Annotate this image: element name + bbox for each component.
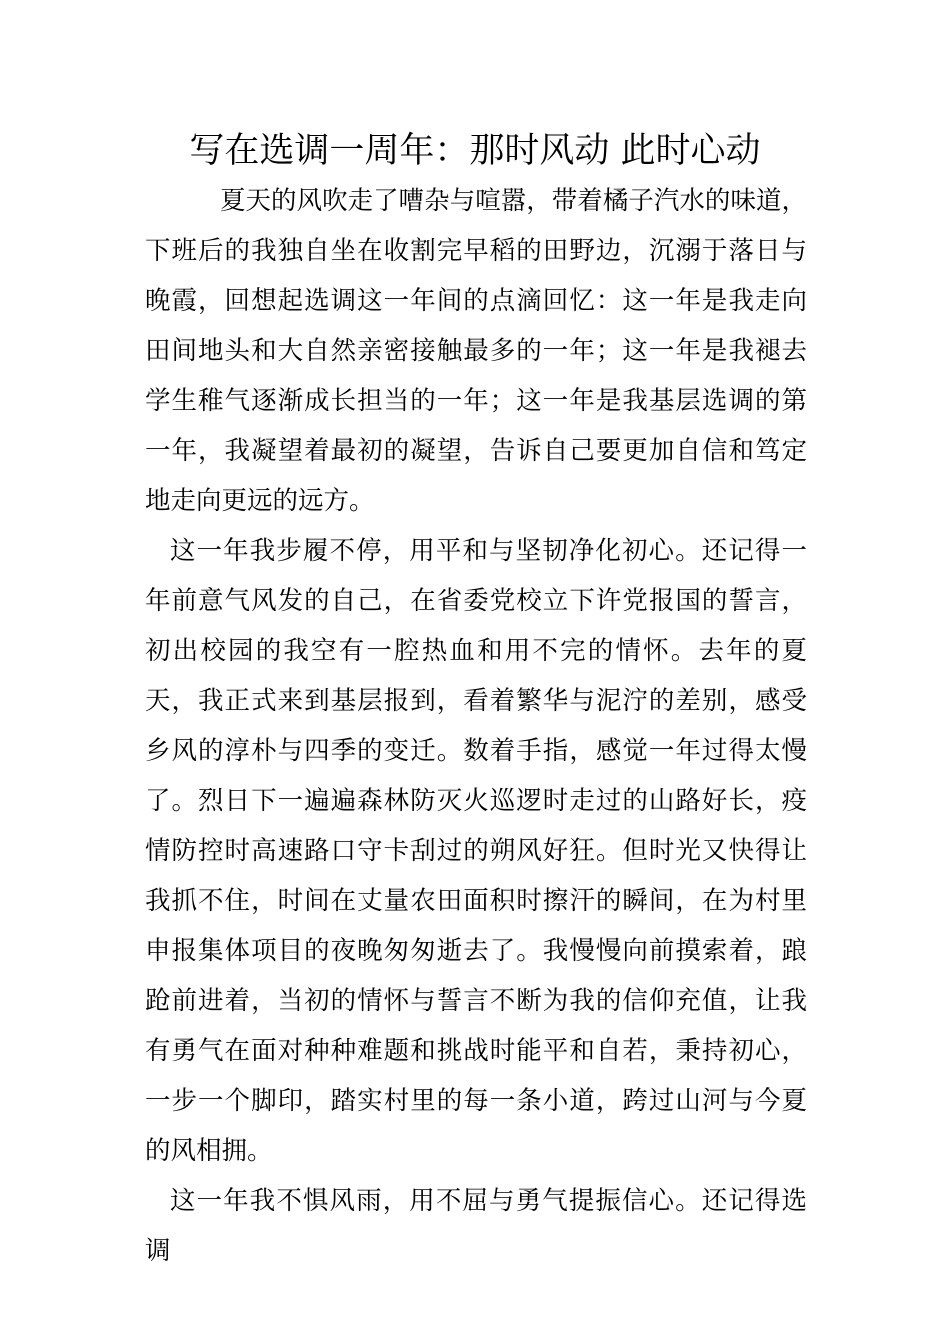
paragraph-1: 夏天的风吹走了嘈杂与喧嚣，带着橘子汽水的味道，下班后的我独自坐在收割完早稻的田野边，沉溺于落日与晚霞，回想起选调这一年间的点滴回忆：这一年是我走向田间地头和大自然亲密接触最多的一年；这一年是我褪去学生稚气逐渐成长担当的一年；这一年是我基层选调的第一年，我凝望着最初的凝望，告诉自己要更加自信和笃定地走向更远的远方。 (145, 186, 807, 516)
document-title: 写在选调一周年：那时风动 此时心动 (189, 131, 761, 171)
paragraph-2: 这一年我步履不停，用平和与坚韧净化初心。还记得一年前意气风发的自己，在省委党校立下许党报国的誓言，初出校园的我空有一腔热血和用不完的情怀。去年的夏天，我正式来到基层报到，看着繁华与泥泞的差别，感受乡风的淳朴与四季的变迁。数着手指，感觉一年过得太慢了。烈日下一遍遍森林防灭火巡逻时走过的山路好长，疫情防控时高速路口守卡刮过的朔风好狂。但时光又快得让我抓不住，时间在丈量农田面积时擦汗的瞬间，在为村里申报集体项目的夜晚匆匆逝去了。我慢慢向前摸索着，踉跄前进着，当初的情怀与誓言不断为我的信仰充值，让我有勇气在面对种种难题和挑战时能平和自若，秉持初心，一步一个脚印，踏实村里的每一条小道，跨过山河与今夏的风相拥。 (145, 536, 807, 1166)
paragraph-3: 这一年我不惧风雨，用不屈与勇气提振信心。还记得选调 (145, 1186, 807, 1266)
document-body (145, 176, 807, 1276)
